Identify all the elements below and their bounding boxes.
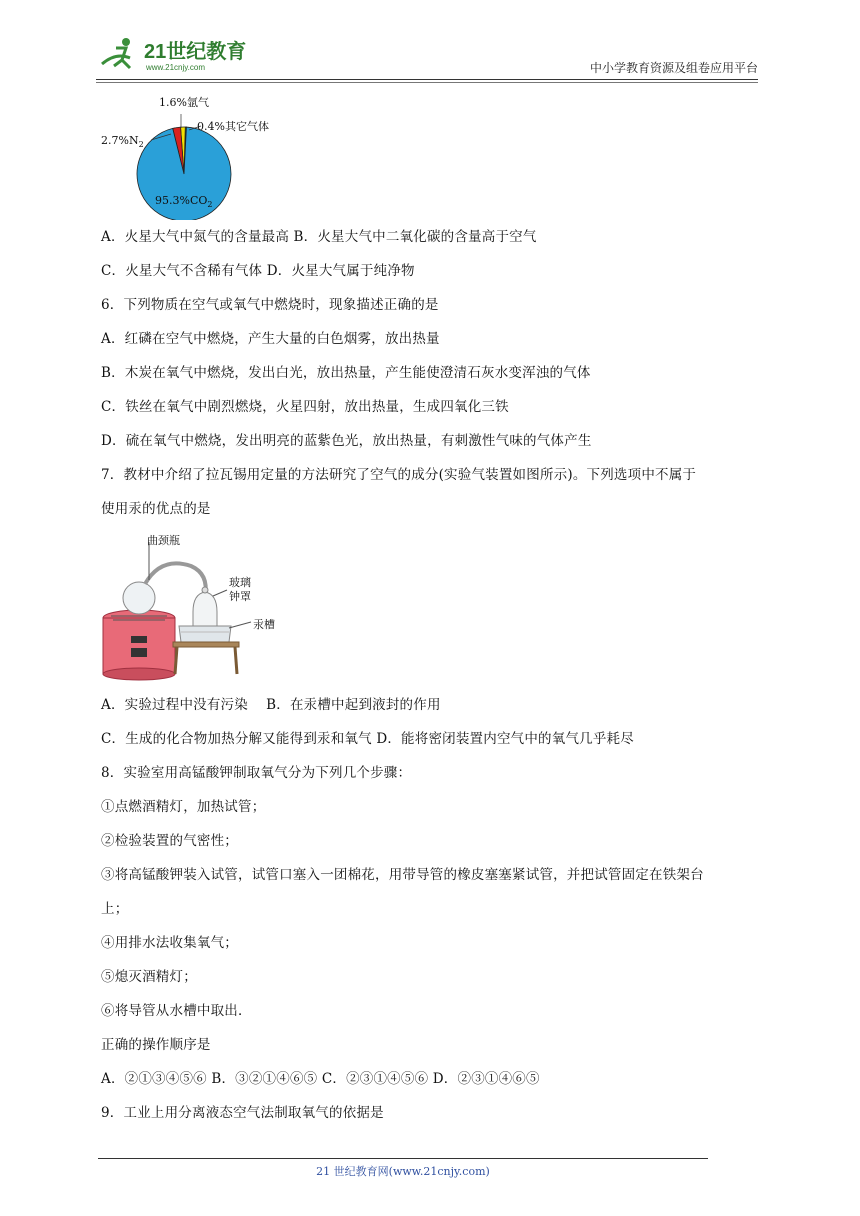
q8-question: 正确的操作顺序是 — [101, 1037, 211, 1053]
q6-option-a: A．红磷在空气中燃烧，产生大量的白色烟雾，放出热量 — [101, 331, 440, 347]
footer-source-text: 21 世纪教育网(www.21cnjy.com) — [316, 1165, 490, 1178]
pie-label-argon: 1.6%氩气 — [159, 96, 209, 109]
q7-stem-line1: 7．教材中介绍了拉瓦锡用定量的方法研究了空气的成分(实验气装置如图所示)。下列选项中不属于 — [101, 467, 697, 483]
q9-stem: 9．工业上用分离液态空气法制取氧气的依据是 — [101, 1105, 384, 1121]
q5-options-ab: A．火星大气中氮气的含量最高 B．火星大气中二氧化碳的含量高于空气 — [101, 229, 537, 245]
label-curved-flask: 曲颈瓶 — [147, 534, 180, 547]
page-header — [96, 30, 758, 80]
q6-option-d: D．硫在氧气中燃烧，发出明亮的蓝紫色光，放出热量，有刺激性气味的气体产生 — [101, 433, 592, 449]
q5-options-cd: C．火星大气不含稀有气体 D．火星大气属于纯净物 — [101, 263, 415, 279]
q8-options: A．②①③④⑤⑥ B．③②①④⑥⑤ C．②③①④⑤⑥ D．②③①④⑥⑤ — [101, 1071, 540, 1087]
header-divider-thin — [96, 82, 758, 83]
q8-step-3-line1: ③将高锰酸钾装入试管，试管口塞入一团棉花，用带导管的橡皮塞塞紧试管，并把试管固定在铁架台 — [101, 867, 704, 883]
q7-options-cd: C．生成的化合物加热分解又能得到汞和氧气 D．能将密闭装置内空气中的氧气几乎耗尽 — [101, 731, 634, 747]
apparatus-illustration — [101, 536, 301, 686]
lavoisier-apparatus-figure — [101, 536, 301, 686]
label-bell-jar-line2: 钟罩 — [229, 590, 251, 603]
header-divider — [96, 79, 758, 80]
q8-step-4: ④用排水法收集氧气； — [101, 935, 238, 951]
q6-option-b: B．木炭在氧气中燃烧，发出白光，放出热量，产生能使澄清石灰水变浑浊的气体 — [101, 365, 591, 381]
q8-step-1: ①点燃酒精灯，加热试管； — [101, 799, 266, 815]
q7-options-ab: A．实验过程中没有污染 B．在汞槽中起到液封的作用 — [101, 697, 441, 713]
page-content — [101, 90, 763, 1130]
pie-label-other: 0.4%其它气体 — [197, 120, 269, 133]
mars-atmosphere-pie-chart — [101, 90, 321, 220]
q7-stem-line2: 使用汞的优点的是 — [101, 501, 211, 517]
svg-text:www.21cnjy.com: www.21cnjy.com — [146, 63, 205, 72]
q8-step-2: ②检验装置的气密性； — [101, 833, 238, 849]
label-bell-jar-line1: 玻璃 — [229, 576, 251, 589]
pie-label-n2: $2.7\%N_2$ — [101, 134, 144, 150]
pie-label-co2: $95.3\%CO_2$ — [155, 194, 213, 210]
q8-step-5: ⑤熄灭酒精灯； — [101, 969, 197, 985]
q6-stem: 6．下列物质在空气或氧气中燃烧时，现象描述正确的是 — [101, 297, 439, 313]
q8-step-3-line2: 上； — [101, 901, 129, 917]
svg-text:21世纪教育: 21世纪教育 — [144, 41, 247, 63]
footer-divider — [98, 1158, 708, 1159]
page-footer — [98, 1158, 708, 1179]
site-logo — [96, 34, 266, 74]
q6-option-c: C．铁丝在氧气中剧烈燃烧，火星四射，放出热量，生成四氧化三铁 — [101, 399, 509, 415]
q8-step-6: ⑥将导管从水槽中取出． — [101, 1003, 252, 1019]
header-platform-text: 中小学教育资源及组卷应用平台 — [589, 61, 758, 75]
q8-stem: 8．实验室用高锰酸钾制取氧气分为下列几个步骤： — [101, 765, 412, 781]
label-mercury-trough: 汞槽 — [253, 618, 275, 631]
